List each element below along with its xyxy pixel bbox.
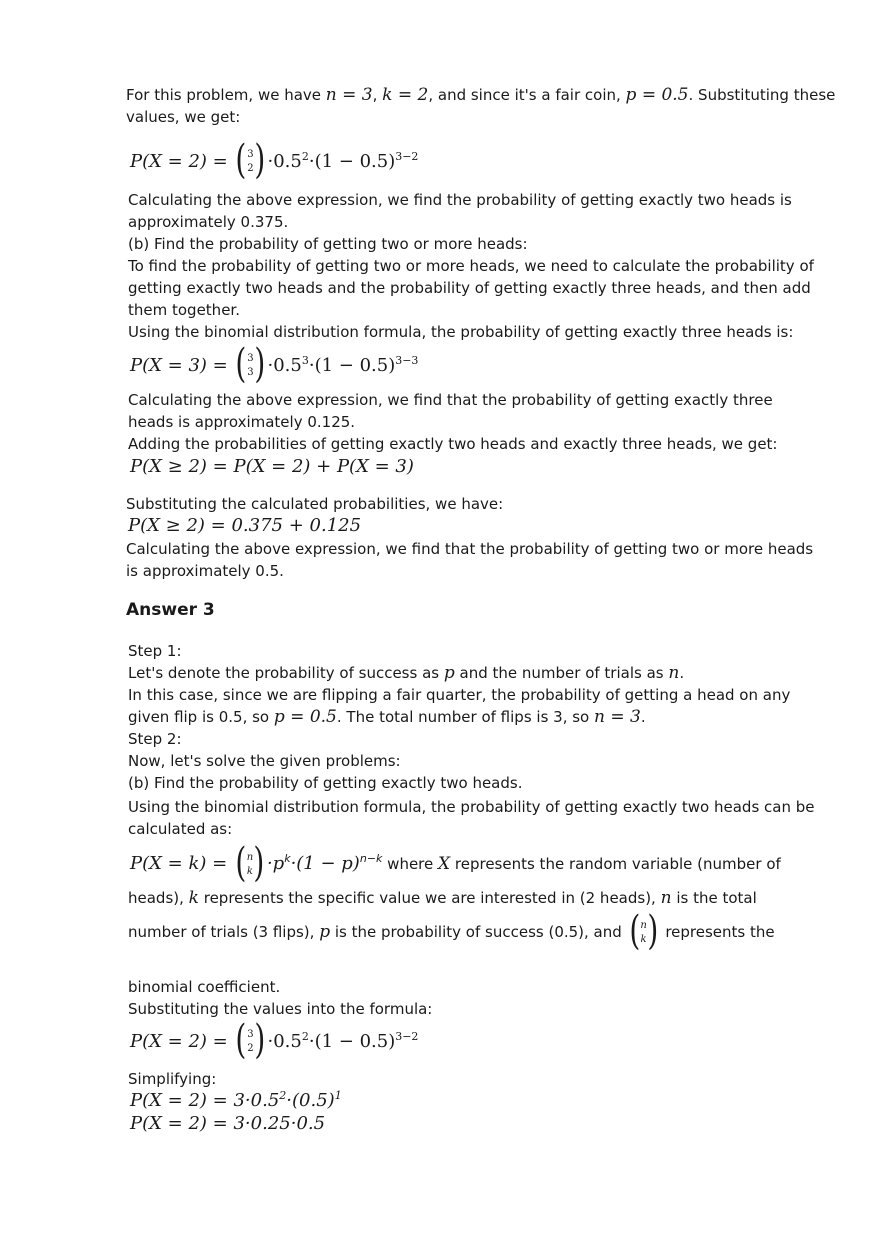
paragraph-line: is approximately 0.5.: [126, 562, 284, 580]
paragraph-line: To find the probability of getting two or more heads, we need to calculate the probability of: [128, 257, 814, 275]
eq-tail: ·(1 − 0.5): [308, 355, 396, 376]
text: For this problem, we have: [126, 86, 326, 104]
equation: P(X ≥ 2) = 0.375 + 0.125: [128, 515, 362, 536]
paragraph-line: In this case, since we are flipping a fair quarter, the probability of getting a head on any: [128, 686, 791, 704]
exponent: 3−2: [395, 1030, 419, 1043]
paragraph-line: Calculating the above expression, we find that the probability of getting exactly three: [128, 391, 773, 409]
paragraph-line: For this problem, we have n = 3, k = 2, and since it's a fair coin, p = 0.5. Substituting these: [126, 85, 836, 105]
paragraph-line: Calculating the above expression, we find that the probability of getting two or more heads: [126, 540, 814, 558]
math-inline: n: [660, 888, 672, 908]
eq-lhs: P(X = k) =: [130, 853, 233, 874]
math-inline: p: [319, 922, 331, 942]
paragraph-line: Using the binomial distribution formula, the probability of getting exactly three heads is:: [128, 323, 794, 341]
section-heading: Answer 3: [126, 600, 215, 620]
text: , and since it's a fair coin,: [428, 86, 626, 104]
paragraph-line: Simplifying:: [128, 1070, 217, 1088]
eq-lhs: P(X = 3) =: [130, 355, 234, 376]
eq-rhs: ·p: [266, 853, 285, 874]
paragraph-line: Step 2:: [128, 730, 182, 748]
binomial-coefficient: ( 3 2 ): [235, 137, 266, 183]
paragraph-line: Using the binomial distribution formula, the probability of getting exactly two heads can be: [128, 798, 815, 816]
equation-line: P(X = k) = ( n k ) $\cdot p^k\cdot(1 - p)^{n-k}$ where X represents the random variable (number of: [130, 839, 781, 886]
eq-tail: ·(1 − p): [290, 853, 360, 874]
binomial-coefficient: ( 3 2 ): [235, 1017, 266, 1063]
eq-lhs: P(X = 2) =: [130, 151, 234, 172]
paragraph-line: (b) Find the probability of getting exactly two heads.: [128, 774, 523, 792]
paragraph-line: getting exactly two heads and the probability of getting exactly three heads, and then add: [128, 279, 811, 297]
equation: [130, 1017, 820, 1064]
exponent: 3−3: [395, 354, 419, 367]
paragraph-line: given flip is 0.5, so p = 0.5. The total number of flips is 3, so n = 3.: [128, 707, 646, 727]
paragraph-line: Adding the probabilities of getting exactly two heads and exactly three heads, we get:: [128, 435, 778, 453]
exponent: 3: [301, 354, 309, 367]
eq-rhs: ·0.5: [267, 1031, 302, 1052]
eq-tail: ·(1 − 0.5): [308, 151, 396, 172]
binomial-coefficient: ( 3 3 ): [235, 341, 266, 387]
paragraph-line: (b) Find the probability of getting two or more heads:: [128, 235, 528, 253]
paragraph-line: values, we get:: [126, 108, 241, 126]
binomial-coefficient: ( n k ): [628, 907, 659, 954]
math-inline: n = 3: [325, 85, 373, 105]
exponent: k: [284, 852, 291, 865]
paragraph-line: calculated as:: [128, 820, 233, 838]
paragraph-line: binomial coefficient.: [128, 978, 281, 996]
eq-tail: ·(1 − 0.5): [308, 1031, 396, 1052]
binomial-coefficient: ( n k ): [235, 839, 265, 886]
equation: $P(X = 2) = 3\cdot 0.5^2\cdot(0.5)^1$: [130, 1089, 342, 1111]
paragraph-line: them together.: [128, 301, 240, 319]
exponent: 2: [301, 1030, 309, 1043]
paragraph-line: Substituting the values into the formula:: [128, 1000, 433, 1018]
exponent: n−k: [359, 852, 383, 865]
math-inline: n: [668, 663, 680, 683]
paragraph-line: Step 1:: [128, 642, 182, 660]
math-inline: p: [443, 663, 455, 683]
equation: P(X = 2) = 3·0.25·0.5: [130, 1113, 326, 1134]
paragraph-line: number of trials (3 flips), p is the probability of success (0.5), and ( n k ) represents the: [128, 907, 775, 954]
math-inline: p = 0.5: [625, 85, 689, 105]
paragraph-line: heads), k represents the specific value we are interested in (2 heads), n is the total: [128, 888, 757, 908]
equation: [130, 341, 820, 388]
math-inline: k = 2: [382, 85, 429, 105]
paragraph-line: heads is approximately 0.125.: [128, 413, 356, 431]
exponent: 3−2: [395, 150, 419, 163]
eq-rhs: ·0.5: [267, 355, 302, 376]
paragraph-line: Now, let's solve the given problems:: [128, 752, 401, 770]
math-inline: p = 0.5: [273, 707, 337, 727]
paragraph-line: Substituting the calculated probabilities, we have:: [126, 495, 504, 513]
equation: [130, 137, 820, 184]
math-inline: n = 3: [594, 707, 641, 727]
text: . Substituting these: [688, 86, 836, 104]
paragraph-line: approximately 0.375.: [128, 213, 289, 231]
math-inline: k: [188, 888, 199, 908]
paragraph-line: Calculating the above expression, we find the probability of getting exactly two heads is: [128, 191, 792, 209]
eq-rhs: ·0.5: [267, 151, 302, 172]
paragraph-line: Let's denote the probability of success as p and the number of trials as n.: [128, 663, 685, 683]
equation: P(X ≥ 2) = P(X = 2) + P(X = 3): [130, 456, 414, 477]
exponent: 2: [301, 150, 309, 163]
math-inline: X: [438, 854, 451, 874]
eq-lhs: P(X = 2) =: [130, 1031, 234, 1052]
